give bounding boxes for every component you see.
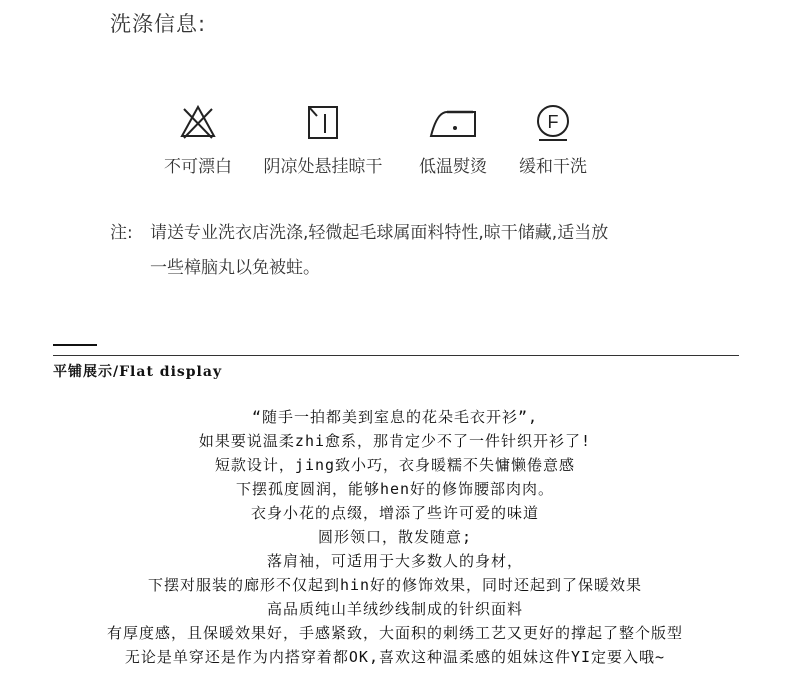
- care-symbol-row: [148, 102, 628, 177]
- no-bleach-icon: [178, 102, 218, 142]
- description-line: 落肩袖，可适用于大多数人的身材，: [266, 552, 523, 570]
- gentle-dry-clean-icon: [533, 102, 573, 142]
- note-line: 一些樟脑丸以免被蛀。: [150, 258, 320, 278]
- section-divider: [53, 355, 739, 356]
- care-label: 缓和干洗: [519, 157, 587, 177]
- care-label: 不可漂白: [164, 157, 232, 177]
- note-line: 请送专业洗衣店洗涤,轻微起毛球属面料特性,晾干储藏,适当放: [150, 223, 609, 243]
- description-line: 圆形领口，散发随意;: [317, 528, 473, 546]
- product-description: [0, 405, 790, 669]
- care-label: 低温熨烫: [419, 157, 487, 177]
- description-line: 下摆孤度圆润，能够hen好的修饰腰部肉肉。: [235, 480, 555, 498]
- description-line: 下摆对服装的廊形不仅起到hin好的修饰效果，同时还起到了保暖效果: [147, 576, 643, 594]
- low-temp-iron-icon: [427, 102, 479, 142]
- care-title: 洗涤信息:: [110, 12, 207, 36]
- description-line: 有厚度感，且保暖效果好，手感紧致，大面积的刺绣工艺又更好的撑起了整个版型: [106, 624, 683, 642]
- section-accent-bar: [53, 344, 97, 346]
- svg-text:F: F: [547, 112, 559, 132]
- description-line: 短款设计，jing致小巧，衣身暖糯不失慵懒倦意感: [214, 456, 576, 474]
- care-item-low-iron: [398, 102, 508, 177]
- care-label: 阴凉处悬挂晾干: [263, 157, 383, 177]
- shade-hang-dry-icon: [303, 102, 343, 142]
- care-note: [110, 216, 608, 286]
- care-item-gentle-dry-clean: [508, 102, 598, 177]
- care-item-no-bleach: [148, 102, 248, 177]
- description-line: 衣身小花的点缀，增添了些许可爱的味道: [250, 504, 539, 522]
- description-line: “随手一拍都美到室息的花朵毛衣开衫”,: [251, 408, 539, 426]
- description-line: 无论是单穿还是作为内搭穿着都OK,喜欢这种温柔感的姐妹这件YI定要入哦~: [124, 648, 666, 666]
- note-prefix: 注:: [110, 223, 133, 243]
- section-heading: 平铺展示/Flat display: [53, 364, 223, 380]
- description-line: 如果要说温柔zhi愈系，那肯定少不了一件针织开衫了!: [198, 432, 592, 450]
- description-line: 高品质纯山羊绒纱线制成的针织面料: [266, 600, 523, 618]
- care-item-shade-dry: [248, 102, 398, 177]
